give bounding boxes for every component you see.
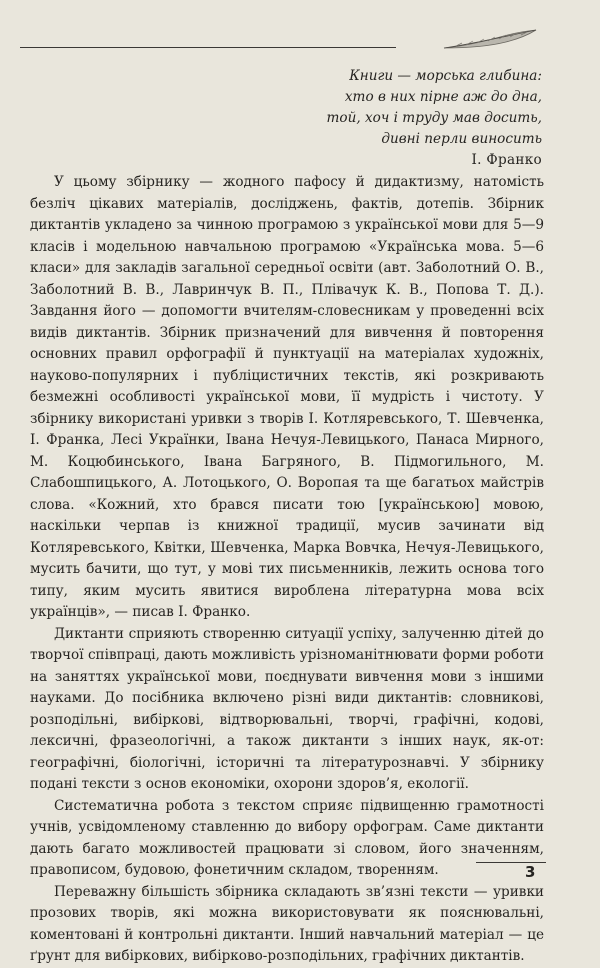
epigraph-line: Книги — морська глибина: (349, 68, 542, 84)
paragraph: Диктанти сприяють створенню ситуації успіху, залученню дітей до творчої співпраці, дають можливість урізноманітнювати форми роботи на заняттях української мови, поєднувати вивчення мови з іншими науками. До посібника включено різні види диктантів: словникові, розподільні, вибіркові, відтворювальні, творчі, графічні, кодові, лексичні, фразеологічні, а також диктанти з інших наук, як-от: географічні, біологічні, історичні та літературознавчі. У збірнику подані тексти з основ економіки, охорони здоров’я, екології. (30, 625, 544, 792)
paragraph: Систематична робота з текстом сприяє підвищенню грамотності учнів, усвідомленому ставленню до вибору орфограм. Саме диктанти дають багато можливостей працювати зі словом, його значенням, правописом, будовою, фонетичним складом, творенням. (30, 797, 544, 878)
page-number: 3 (525, 863, 536, 881)
paragraph: Переважну більшість збірника складають зв’язні тексти — уривки прозових творів, які можна використовувати як пояснювальні, коментовані й контрольні диктанти. Інший навчальний матеріал — це ґрунт для вибіркових, вибірково-розподільних, графічних диктантів. (30, 883, 544, 964)
body-text (30, 172, 544, 968)
epigraph (82, 66, 542, 171)
epigraph-line: хто в них пірне аж до дна, (344, 89, 542, 105)
footer-rule (476, 862, 546, 863)
header-rule (20, 47, 396, 48)
quill-feather-icon (442, 28, 538, 52)
epigraph-line: той, хоч і труду мав досить, (326, 110, 542, 126)
paragraph: У цьому збірнику — жодного пафосу й дидактизму, натомість безліч цікавих матеріалів, досліджень, фактів, дотепів. Збірник диктантів укладено за чинною програмою з української мови для 5—9 класів і модельною навчальною програмою «Українська мова. 5—6 класи» для закладів загальної середньої освіти (авт. Заболотний О. В., Заболотний В. В., Лавринчук В. П., Плівачук К. В., Попова Т. Д.). Завдання його — допомогти вчителям-словесникам у проведенні всіх видів диктантів. Збірник призначений для вивчення й повторення основних правил орфографії й пунктуації на матеріалах художніх, науково-популярних і публіцистичних текстів, які розкривають безмежні особливості української мови, її мудрість і чистоту. У збірнику використані уривки з творів І. Котляревського, Т. Шевченка, І. Франка, Лесі Українки, Івана Нечуя-Левицького, Панаса Мирного, М. Коцюбинського, Івана Багряного, В. Підмогильного, М. Слабошпицького, А. Лотоцького, О. Воропая та ще багатьох майстрів слова. «Кожний, хто брався писати тою [українською] мовою, наскільки черпав із книжної традиції, мусив зачинати від Котляревського, Квітки, Шевченка, Марка Вовчка, Нечуя-Левицького, мусить бачити, що тут, у мові тих письменників, лежить основа того типу, яким мусить явитися вироблена літературна мова всіх українців», — писав І. Франко. (30, 174, 544, 620)
epigraph-line: дивні перли виносить (381, 131, 542, 147)
epigraph-author: І. Франко (471, 152, 542, 168)
